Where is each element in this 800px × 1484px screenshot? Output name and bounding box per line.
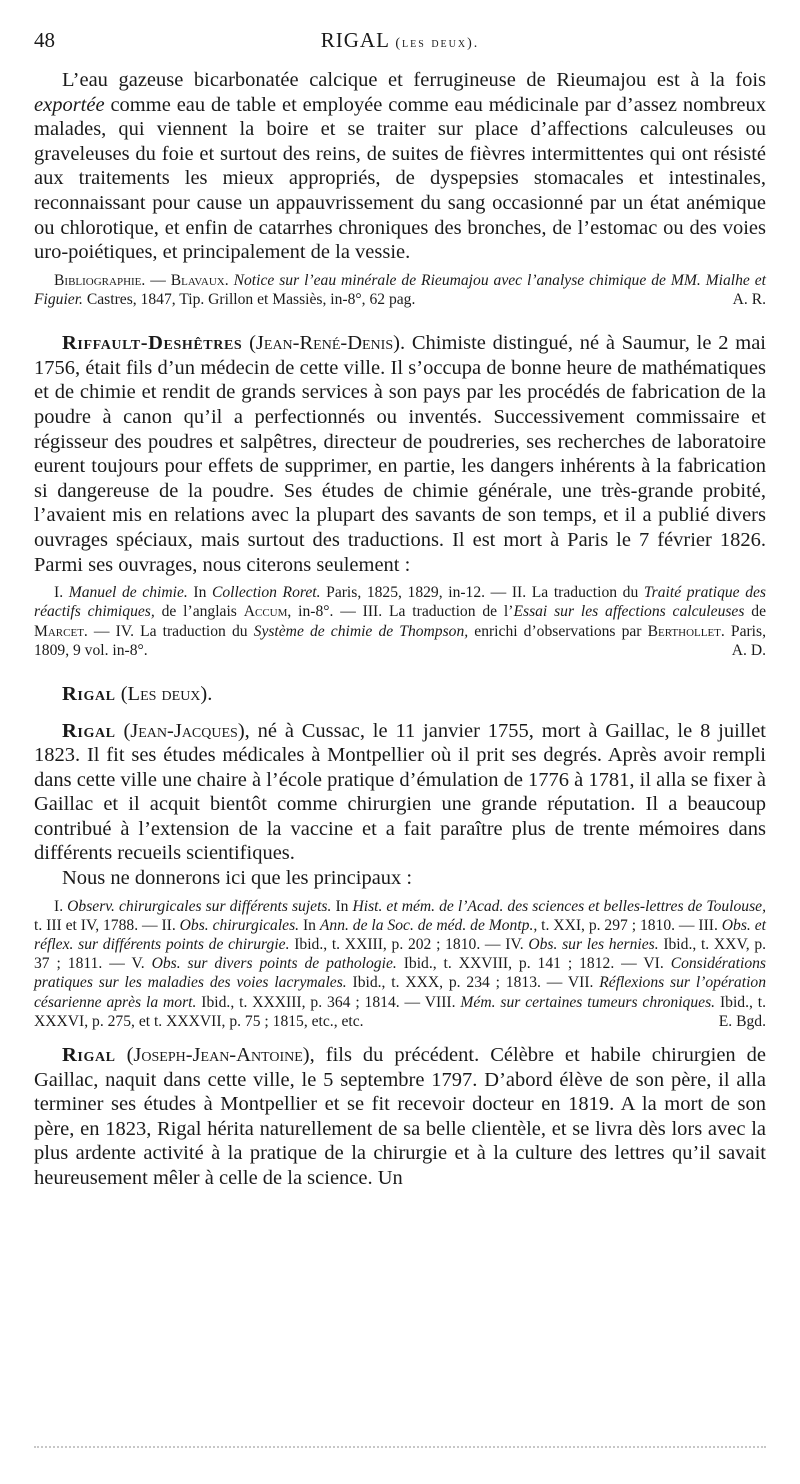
- text-run: Ibid., t. XXV, p. 37 ; 1811. — V.: [34, 936, 767, 973]
- entry-text: Chimiste distingué, né à Saumur, le 2 mai 1756, était fils d’un médecin de cette ville. Il s’occupa de bonne heure de mathématiques et de chimie et rendit de grands services à son pays par les procédés de fabrication de la poudre à canon qu’il a perfectionnés ou inventés. Successivement commissaire et régisseur des poudres et salpêtres, directeur de poudreries, ses recherches de laboratoire eurent toujours pour effets de supprimer, en partie, les dangers inhérents à la fabrication si dangereuse de la poudre. Ses études de chimie générale, une très-grande probité, l’avaient mis en relations avec la plupart des savants de son temps, et il a publié divers ouvrages spéciaux, mais surtout des traductions. Il est mort à Paris le 7 février 1826. Parmi ses ouvrages, nous citerons seulement :: [34, 332, 766, 576]
- text-run: Ibid., t. XXXVI, p. 275, et t. XXXVII, p. 75 ; 1815, etc., etc.: [34, 993, 766, 1030]
- text-run: I.: [54, 584, 69, 602]
- entry-given-names: (Joseph-Jean-Antoine),: [115, 1044, 315, 1067]
- entry-given-names: (Les deux).: [115, 682, 213, 705]
- bibliography-label: Bibliographie.: [54, 271, 146, 289]
- author-name: Accum,: [243, 603, 292, 621]
- entry-riffault: [34, 331, 766, 577]
- entry-rigal-jean-jacques: [34, 719, 766, 867]
- entry-text: fils du précédent. Célèbre et habile chirurgien de Gaillac, naquit dans cette ville, le 5 septembre 1797. D’abord élève de son père, il alla terminer ses études à Montpellier et se fit recevoir docteur en 1819. A la mort de son père, en 1823, Rigal hérita naturellement de sa belle clientèle, et se livra dès lors avec la plus ardente activité à la pratique de la chirurgie et à la culture des lettres qu’il savait heureusement mêler à celle de la science. Un: [34, 1044, 767, 1190]
- text-run: Castres, 1847, Tip. Grillon et Massiès, in-8°, 62 pag.: [82, 290, 416, 308]
- text-run: Ibid., t. XXVIII, p. 141 ; 1812. — VI.: [396, 955, 671, 973]
- text-run: In: [299, 916, 320, 934]
- works-rigal-jean-jacques: [34, 897, 766, 1031]
- author-name: Berthollet.: [647, 622, 725, 640]
- paragraph-rieumajou: [34, 68, 766, 265]
- text-run: Ibid., t. XXXIII, p. 364 ; 1814. — VIII.: [196, 993, 461, 1011]
- work-title: Mém. sur certaines tumeurs chroniques.: [460, 993, 716, 1011]
- page: [34, 28, 766, 1191]
- author-name: Marcet.: [34, 622, 88, 640]
- heading-rigal: [34, 682, 766, 707]
- running-header: [34, 28, 766, 56]
- text-run: In: [187, 584, 212, 602]
- text-run: Ibid., t. XXX, p. 234 ; 1813. — VII.: [346, 974, 600, 992]
- text-run: Ibid., t. XXIII, p. 202 ; 1810. — IV.: [289, 936, 529, 954]
- text-run: enrichi d’observations par: [468, 622, 648, 640]
- author-signature: A. R.: [732, 290, 766, 308]
- entry-name: Riffault-Deshêtres: [62, 332, 243, 355]
- work-title: Obs. sur les hernies.: [528, 936, 659, 954]
- text-run: in-8°. — III. La traduction de l’: [291, 603, 514, 621]
- text-run: — IV. La traduction du: [87, 622, 254, 640]
- text-run: Paris, 1809, 9 vol. in-8°.: [34, 622, 766, 659]
- work-title: Obs. chirurgicales.: [179, 916, 300, 934]
- emphasis: exportée: [34, 93, 105, 116]
- text-run: comme eau de table et employée comme eau médicinale par d’assez nombreux malades, qui viennent la boire et se traiter sur place d’affections calculeuses ou graveleuses du foie et surtout des reins, de suites de fièvres intermittentes qui ont résisté aux traitements les mieux appropriés, de dyspepsies stomacales et intestinales, reconnaissant pour cause un appauvrissement du sang occasionné par un état anémique ou chlorotique, et enfin de catarrhes chroniques des bronches, de l’estomac ou des voies uro-poiétiques, et principalement de la vessie.: [34, 93, 766, 264]
- text-run: In: [331, 897, 353, 915]
- work-title: Essai sur les affections calculeuses: [513, 603, 745, 621]
- work-title: Traité pratique des réactifs chimiques,: [34, 584, 766, 621]
- bibliography-rieumajou: [34, 271, 766, 309]
- author-signature: A. D.: [731, 641, 766, 659]
- work-title: Réflexions sur l’opération césarienne après la mort.: [34, 974, 766, 1011]
- text-run: t. III et IV, 1788. — II.: [34, 916, 180, 934]
- running-title-main: RIGAL: [320, 28, 390, 52]
- text-run: —: [145, 271, 171, 289]
- entry-given-names: (Jean-Jacques),: [115, 719, 250, 742]
- work-title: Hist. et mém. de l’Acad. des sciences et belles-lettres de Toulouse,: [352, 897, 766, 915]
- page-number: 48: [34, 28, 55, 52]
- entry-name: Rigal: [62, 682, 116, 705]
- text-run: L’eau gazeuse bicarbonatée calcique et ferrugineuse de Rieumajou est à la fois: [62, 69, 766, 91]
- work-title: Système de chimie de Thompson,: [253, 622, 469, 640]
- running-title-sub: (les deux).: [395, 36, 480, 51]
- text-run: de: [744, 603, 766, 621]
- text-run: I.: [54, 897, 68, 915]
- entry-text: né à Cussac, le 11 janvier 1755, mort à Gaillac, le 8 juillet 1823. Il fit ses études médicales à Montpellier où il prit ses degrés. Après avoir rempli dans cette ville une chaire à l’école pratique d’émulation de 1776 à 1781, il alla se fixer à Gaillac et il acquit bientôt comme chirurgien une grande réputation. Il a beaucoup contribué à l’extension de la vaccine et a fait paraître plus de trente mémoires dans différents recueils scientifiques.: [34, 719, 767, 865]
- text-run: t. XXI, p. 297 ; 1810. — III.: [537, 916, 722, 934]
- text-run: Paris, 1825, 1829, in-12. — II. La traduction du: [320, 584, 644, 602]
- entry-name: Rigal: [62, 1044, 116, 1067]
- work-title: Obs. et réflex. sur différents points de chirurgie.: [34, 916, 766, 954]
- work-title: Ann. de la Soc. de méd. de Montp.,: [319, 916, 538, 934]
- paragraph-principaux: Nous ne donnerons ici que les principaux :: [62, 867, 413, 890]
- entry-name: Rigal: [62, 719, 116, 742]
- author-signature: E. Bgd.: [718, 1012, 766, 1030]
- work-title: Collection Roret.: [211, 584, 321, 602]
- author-name: Blavaux.: [170, 271, 229, 289]
- bottom-bleed-through: [34, 1446, 766, 1452]
- works-riffault: [34, 583, 766, 660]
- work-title: Obs. sur divers points de pathologie.: [151, 955, 397, 973]
- work-title: Observ. chirurgicales sur différents sujets.: [67, 897, 332, 915]
- text-run: de l’anglais: [154, 603, 244, 621]
- work-title: Notice sur l’eau minérale de Rieumajou avec l’analyse chimique de MM. Mialhe et Figuier.: [34, 271, 767, 308]
- work-title: Considérations pratiques sur les maladies des voies lacrymales.: [34, 955, 766, 992]
- work-title: Manuel de chimie.: [68, 584, 188, 602]
- running-title: [34, 28, 766, 53]
- entry-given-names: (Jean-René-Denis).: [242, 332, 406, 355]
- entry-rigal-joseph-jean-antoine: [34, 1043, 766, 1191]
